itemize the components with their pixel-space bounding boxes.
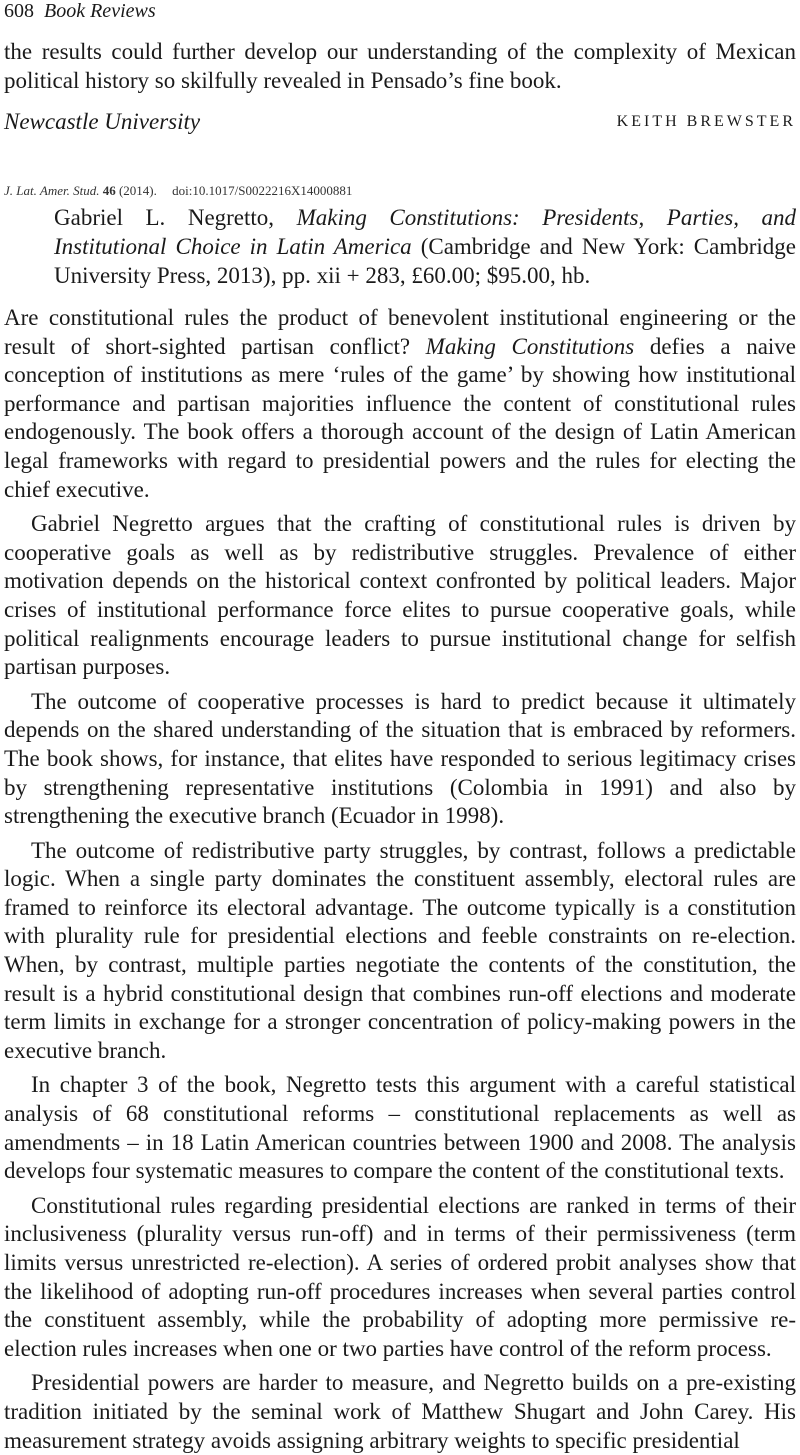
section-title: Book Reviews — [44, 0, 156, 22]
review-paragraph: In chapter 3 of the book, Negretto tests this argument with a careful statistical analysis of 68 constitutional reforms – constitutional replacements as well as amendments – in 18 Latin American countries between 1900 and 2008. The analysis develops four systematic measures to compare the content of the constitutional texts. — [4, 1072, 796, 1184]
journal-year: (2014). — [118, 183, 157, 198]
book-publication-details: (Cambridge and New York: Cambridge University Press, 2013), pp. xii + 283, £60.00; $95.00, hb. — [54, 234, 796, 288]
reviewed-book-heading — [54, 203, 796, 290]
reviewer-affiliation: Newcastle University — [4, 109, 201, 134]
doi-link[interactable]: doi:10.1017/S0022216X14000881 — [172, 183, 353, 198]
article-citation — [4, 183, 796, 201]
review-paragraph: Are constitutional rules the product of benevolent institutional engineering or the result of short-sighted partisan conflict? Making Constitutions defies a naive conception of institutions as mere ‘rules of the game’ by showing how institutional performance and partisan majorities influence the content of constitutional rules endogenously. The book offers a thorough account of the design of Latin American legal frameworks with regard to presidential powers and the rules for electing the chief executive. — [4, 305, 796, 502]
reviewer-name: KEITH BREWSTER — [616, 113, 796, 130]
review-paragraph: The outcome of redistributive party struggles, by contrast, follows a predictable logic. When a single party dominates the constituent assembly, electoral rules are framed to reinforce its electoral advantage. The outcome typically is a constitution with plurality rule for presidential elections and feeble constraints on re-election. When, by contrast, multiple parties negotiate the contents of the constitution, the result is a hybrid constitutional design that combines run-off elections and moderate term limits in exchange for a stronger concentration of policy-making powers in the executive branch. — [4, 837, 796, 1063]
journal-page — [4, 0, 796, 1455]
emphasized-title: Making Constitutions — [425, 333, 635, 359]
journal-volume: 46 — [102, 183, 116, 198]
book-author: Gabriel L. Negretto, — [54, 205, 297, 230]
running-head — [4, 0, 796, 22]
previous-review-closing-text: the results could further develop our understanding of the complexity of Mexican political history so skilfully revealed in Pensado’s fine book. — [4, 39, 796, 93]
page-number: 608 — [4, 0, 34, 22]
review-body — [4, 304, 796, 1455]
reviewer-signature — [4, 109, 796, 137]
journal-abbreviation: J. Lat. Amer. Stud. — [4, 183, 100, 198]
review-paragraph: Gabriel Negretto argues that the crafting of constitutional rules is driven by cooperative goals as well as by redistributive struggles. Prevalence of either motivation depends on the historical context confronted by political leaders. Major crises of institutional performance force elites to pursue cooperative goals, while political realignments encourage leaders to pursue institutional change for selfish partisan purposes. — [4, 511, 796, 680]
book-title: Making Constitutions: Presidents, Parties, and Institutional Choice in Latin America — [54, 205, 796, 259]
review-paragraph: The outcome of cooperative processes is hard to predict because it ultimately depends on the shared understanding of the situation that is embraced by reformers. The book shows, for instance, that elites have responded to serious legitimacy crises by strengthening representative institutions (Colombia in 1991) and also by strengthening the executive branch (Ecuador in 1998). — [4, 688, 796, 829]
review-paragraph: Constitutional rules regarding presidential elections are ranked in terms of their inclusiveness (plurality versus run-off) and in terms of their permissiveness (term limits versus unrestricted re-election). A series of ordered probit analyses show that the likelihood of adopting run-off procedures increases when several parties control the constituent assembly, while the probability of adopting more permissive re-election rules increases when one or two parties have control of the reform process. — [4, 1192, 796, 1361]
review-paragraph: Presidential powers are harder to measure, and Negretto builds on a pre-existing tradition initiated by the seminal work of Matthew Shugart and John Carey. His measurement strategy avoids assigning arbitrary weights to specific presidential — [4, 1370, 796, 1453]
